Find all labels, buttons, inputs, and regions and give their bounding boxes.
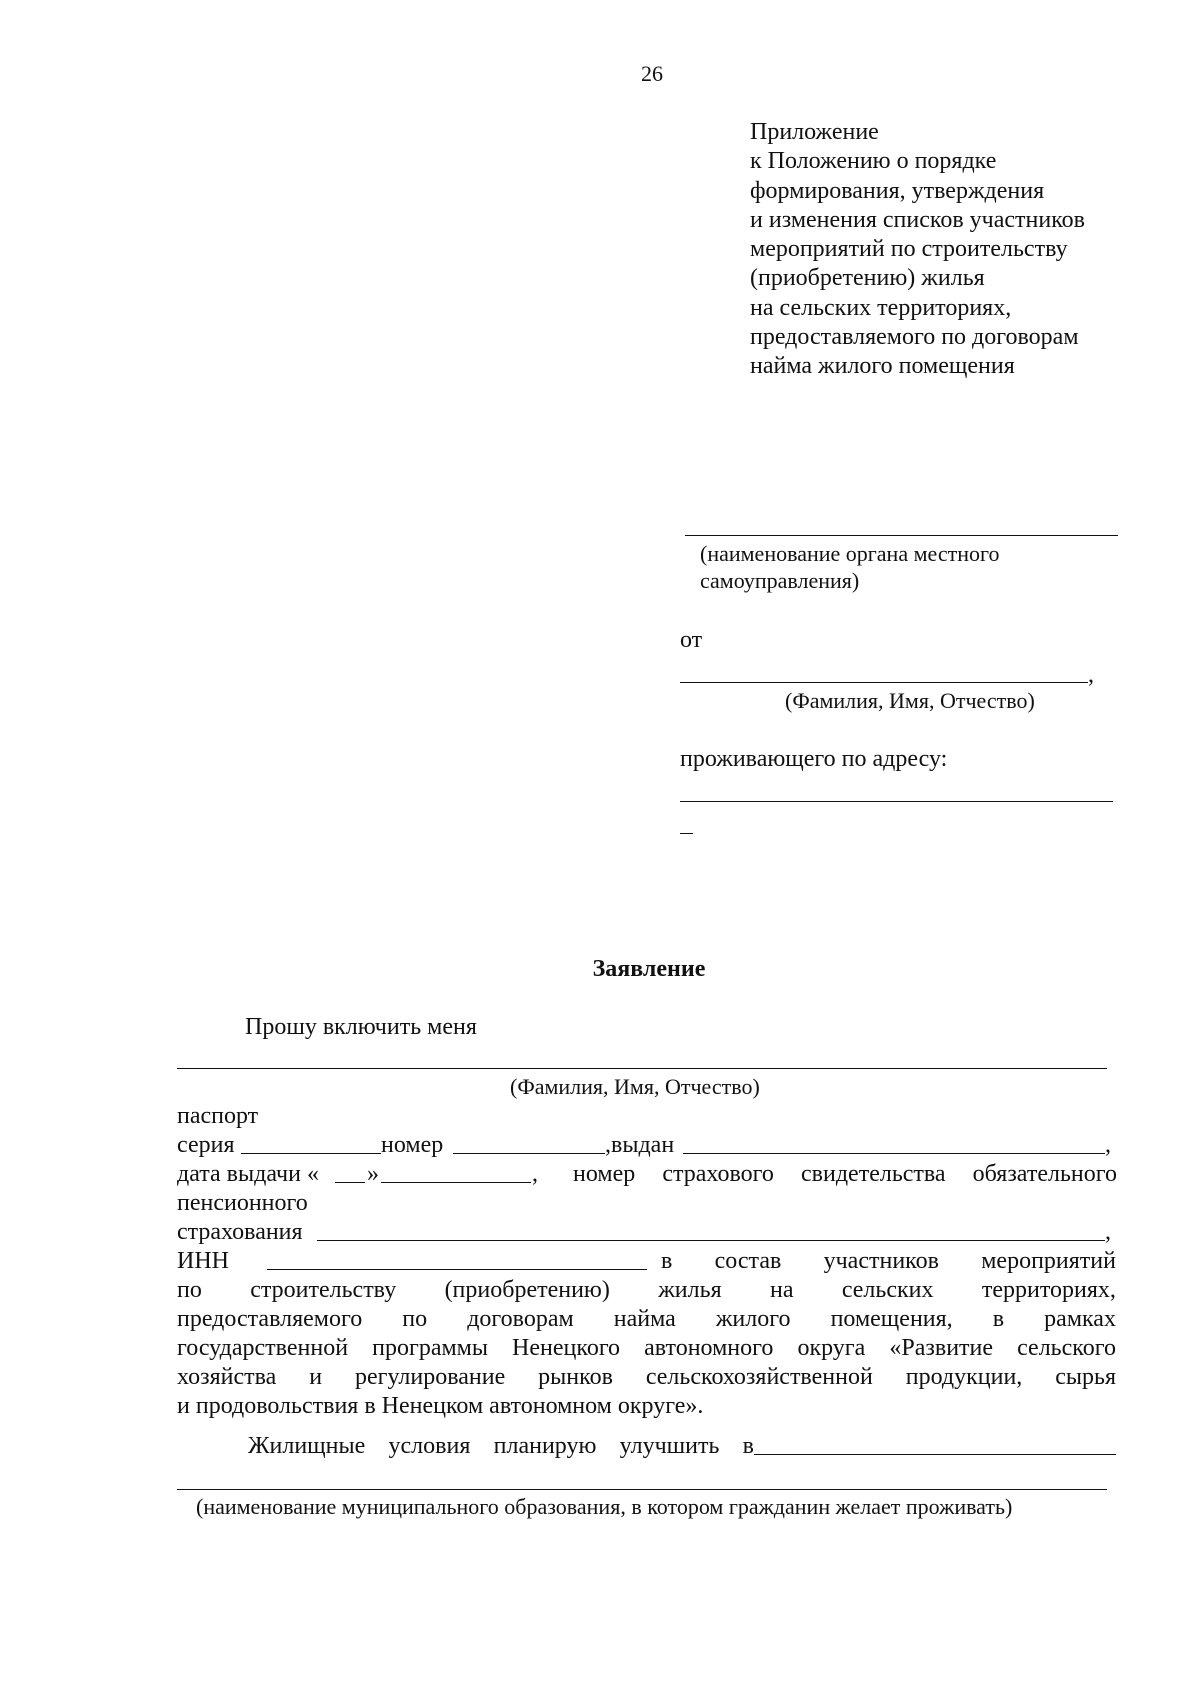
annex-line: Приложение	[750, 119, 879, 145]
issue-date-label: дата выдачи «	[177, 1161, 319, 1187]
pension-label: пенсионного	[177, 1190, 308, 1216]
annex-block	[750, 118, 1085, 382]
address-label: проживающего по адресу:	[680, 746, 948, 772]
inn-label: ИНН	[177, 1248, 229, 1274]
municipality-caption: (наименование муниципального образования, в котором гражданин желает проживать)	[196, 1494, 1013, 1519]
passport-row	[177, 1131, 1117, 1160]
authority-name-field[interactable]	[685, 535, 1118, 536]
annex-line: на сельских территориях,	[750, 294, 1012, 321]
body-fio-caption: (Фамилия, Имя, Отчество)	[510, 1074, 760, 1099]
paragraph-line: предоставляемого по договорам найма жилого помещения, в рамках	[177, 1306, 1116, 1332]
annex-line: формирования, утверждения	[750, 177, 1045, 204]
from-label: от	[680, 627, 703, 653]
body-paragraph	[177, 1276, 1116, 1421]
insurance-label: страхования	[177, 1219, 303, 1245]
annex-line: предоставляемого по договорам	[750, 324, 1079, 351]
quote-close: »	[367, 1161, 379, 1187]
issue-date-row	[177, 1160, 1117, 1189]
annex-line: найма жилого помещения	[750, 353, 1015, 380]
annex-line: мероприятий по строительству	[750, 236, 1068, 263]
housing-row	[248, 1432, 1116, 1461]
insurance-row	[177, 1218, 1117, 1247]
municipality-field[interactable]	[754, 1432, 1116, 1455]
paragraph-line: хозяйства и регулирование рынков сельскохозяйственной продукции, сырья	[177, 1364, 1116, 1390]
insurance-comma: ,	[1105, 1219, 1111, 1245]
applicant-fio-caption: (Фамилия, Имя, Отчество)	[785, 688, 1035, 713]
number-label: номер	[381, 1132, 444, 1158]
address-field-tail[interactable]	[680, 833, 693, 834]
inn-field[interactable]	[267, 1247, 647, 1270]
inn-row	[177, 1247, 1116, 1276]
annex-line: и изменения списков участников	[750, 206, 1085, 233]
series-field[interactable]	[241, 1131, 381, 1154]
snils-field[interactable]	[317, 1218, 1105, 1241]
issued-label: ,выдан	[605, 1132, 675, 1158]
applicant-fio-field[interactable]	[680, 682, 1088, 683]
annex-line: к Положению о порядке	[750, 148, 997, 175]
applicant-fio-full-field[interactable]	[177, 1068, 1107, 1069]
number-field[interactable]	[453, 1131, 605, 1154]
issued-comma: ,	[1105, 1132, 1111, 1158]
paragraph-line: по строительству (приобретению) жилья на сельских территориях,	[177, 1277, 1116, 1303]
municipality-field-line2[interactable]	[177, 1489, 1107, 1490]
statement-title: Заявление	[592, 956, 706, 982]
authority-caption-line2: самоуправления)	[700, 568, 860, 593]
paragraph-line: государственной программы Ненецкого автономного округа «Развитие сельского	[177, 1335, 1116, 1361]
housing-text: Жилищные условия планирую улучшить в	[248, 1433, 754, 1459]
snils-comma: ,	[532, 1161, 538, 1187]
fio-comma: ,	[1088, 662, 1094, 688]
issued-by-field[interactable]	[683, 1131, 1105, 1154]
authority-caption-line1: (наименование органа местного	[700, 541, 1000, 566]
annex-line: (приобретению) жилья	[750, 265, 985, 292]
intro-text: Прошу включить меня	[245, 1014, 477, 1040]
passport-label: паспорт	[177, 1103, 259, 1129]
address-field[interactable]	[680, 801, 1113, 802]
issue-month-year-field[interactable]	[381, 1160, 531, 1183]
snils-text: номер страхового свидетельства обязательного	[573, 1161, 1117, 1187]
page-number: 26	[641, 61, 663, 86]
series-label: серия	[177, 1132, 235, 1158]
inn-after-text: в состав участников мероприятий	[661, 1248, 1116, 1274]
paragraph-last-line: и продовольствия в Ненецком автономном округе».	[177, 1393, 704, 1419]
issue-day-field[interactable]	[335, 1160, 365, 1183]
